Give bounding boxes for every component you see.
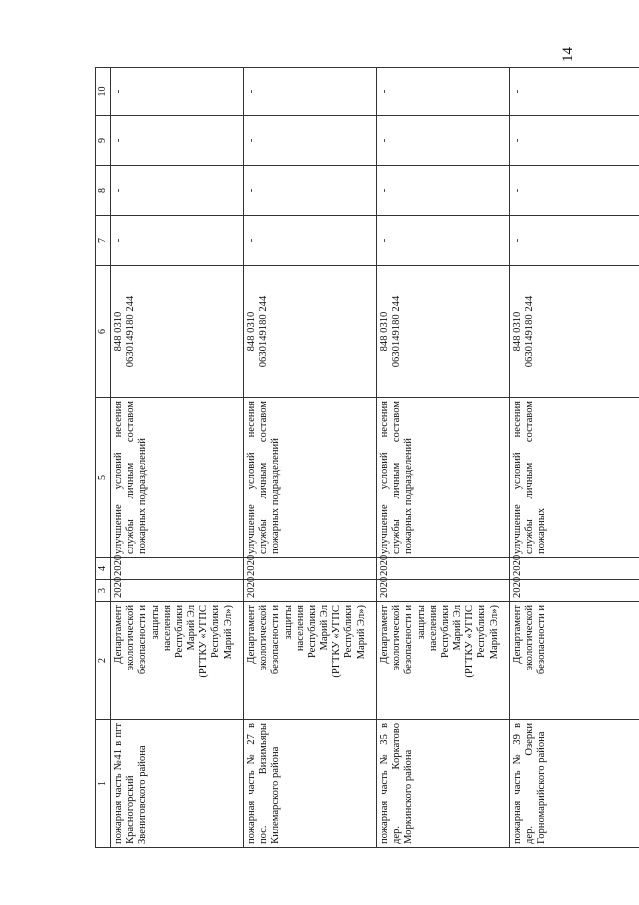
value-cell: -	[244, 116, 377, 166]
table-row	[510, 68, 639, 848]
department-line: (РГТКУ «УГПС	[464, 605, 476, 678]
end-year-cell: 2020	[510, 558, 639, 580]
department-cell	[510, 602, 639, 720]
department-line: Марий Эл»)	[488, 605, 500, 660]
department-line: населения	[161, 605, 173, 652]
budget-code-line: 0630149180 244	[125, 295, 137, 368]
header-cell: 4	[96, 558, 111, 580]
department-cell	[244, 602, 377, 720]
station-name-cell: пожарная часть № 35 в дер. Коркатово Моркинского района	[377, 720, 510, 848]
department-line: защиты	[282, 605, 294, 640]
department-line: Республики	[343, 605, 355, 659]
budget-code-cell	[510, 266, 639, 398]
department-line: экологической	[524, 605, 536, 671]
budget-code-cell	[111, 266, 244, 398]
table-row	[244, 68, 377, 848]
station-name-cell: пожарная часть № 27 в пос. Визимьяры Килемарского района	[244, 720, 377, 848]
department-line: населения	[294, 605, 306, 652]
department-line: Республики	[306, 605, 318, 659]
value-cell: -	[111, 68, 244, 116]
department-line: населения	[427, 605, 439, 652]
department-line: безопасности и	[536, 605, 548, 675]
department-line: безопасности и	[270, 605, 282, 675]
goal-cell: улучшение условий несения службы личным составом пожарных подразделений	[111, 398, 244, 558]
value-cell: -	[244, 166, 377, 216]
goal-cell: улучшение условий несения службы личным составом пожарных подразделений	[377, 398, 510, 558]
start-year-cell: 2020	[111, 580, 244, 602]
department-line: Республики	[210, 605, 222, 659]
department-line: Департамент	[246, 605, 257, 664]
value-cell: -	[510, 68, 639, 116]
department-line: Марий Эл	[452, 605, 464, 651]
department-line: экологической	[125, 605, 137, 671]
value-cell: -	[510, 216, 639, 266]
department-line: Марий Эл»)	[355, 605, 367, 660]
budget-code-line: 848 0310	[113, 311, 124, 352]
department-cell	[377, 602, 510, 720]
end-year-cell: 2020	[111, 558, 244, 580]
station-name-cell: пожарная часть №41 в пгт Красногорский Звениговского района	[111, 720, 244, 848]
value-cell: -	[111, 166, 244, 216]
budget-code-line: 848 0310	[246, 311, 257, 352]
department-line: защиты	[149, 605, 161, 640]
department-line: Департамент	[379, 605, 390, 664]
start-year-cell: 2020	[244, 580, 377, 602]
page-number: 14	[560, 47, 576, 62]
header-cell: 6	[96, 266, 111, 398]
budget-code-cell	[377, 266, 510, 398]
budget-code-line: 0630149180 244	[524, 295, 536, 368]
department-line: экологической	[391, 605, 403, 671]
value-cell: -	[244, 68, 377, 116]
value-cell: -	[377, 166, 510, 216]
header-cell: 8	[96, 166, 111, 216]
end-year-cell: 2020	[377, 558, 510, 580]
start-year-cell: 2020	[377, 580, 510, 602]
table-row	[111, 68, 244, 848]
department-line: Марий Эл»)	[222, 605, 234, 660]
end-year-cell: 2020	[244, 558, 377, 580]
department-cell	[111, 602, 244, 720]
value-cell: -	[111, 116, 244, 166]
department-line: Марий Эл	[186, 605, 198, 651]
header-row	[96, 68, 111, 848]
program-table	[95, 67, 639, 848]
value-cell: -	[377, 116, 510, 166]
header-cell: 9	[96, 116, 111, 166]
department-line: (РГТКУ «УГПС	[331, 605, 343, 678]
table-row	[377, 68, 510, 848]
header-cell: 7	[96, 216, 111, 266]
department-line: защиты	[415, 605, 427, 640]
budget-code-cell	[244, 266, 377, 398]
department-line: Республики	[173, 605, 185, 659]
budget-code-line: 848 0310	[379, 311, 390, 352]
header-cell: 10	[96, 68, 111, 116]
budget-code-line: 0630149180 244	[391, 295, 403, 368]
value-cell: -	[377, 68, 510, 116]
station-name-cell: пожарная часть № 39 в дер. Озерки Горномарийского района	[510, 720, 639, 848]
header-cell: 1	[96, 720, 111, 848]
budget-code-line: 0630149180 244	[258, 295, 270, 368]
department-line: Марий Эл	[319, 605, 331, 651]
header-cell: 5	[96, 398, 111, 558]
department-line: Республики	[476, 605, 488, 659]
department-line: (РГТКУ «УГПС	[198, 605, 210, 678]
department-line: экологической	[258, 605, 270, 671]
department-line: безопасности и	[403, 605, 415, 675]
value-cell: -	[510, 166, 639, 216]
budget-code-line: 848 0310	[512, 311, 523, 352]
value-cell: -	[244, 216, 377, 266]
department-line: Республики	[439, 605, 451, 659]
value-cell: -	[510, 116, 639, 166]
goal-cell: улучшение условий несения службы личным составом пожарных	[510, 398, 639, 558]
department-line: Департамент	[113, 605, 124, 664]
header-cell: 3	[96, 580, 111, 602]
value-cell: -	[377, 216, 510, 266]
value-cell: -	[111, 216, 244, 266]
rotated-table-wrapper	[95, 68, 548, 848]
start-year-cell: 2020	[510, 580, 639, 602]
department-line: безопасности и	[137, 605, 149, 675]
goal-cell: улучшение условий несения службы личным составом пожарных подразделений	[244, 398, 377, 558]
department-line: Департамент	[512, 605, 523, 664]
header-cell: 2	[96, 602, 111, 720]
